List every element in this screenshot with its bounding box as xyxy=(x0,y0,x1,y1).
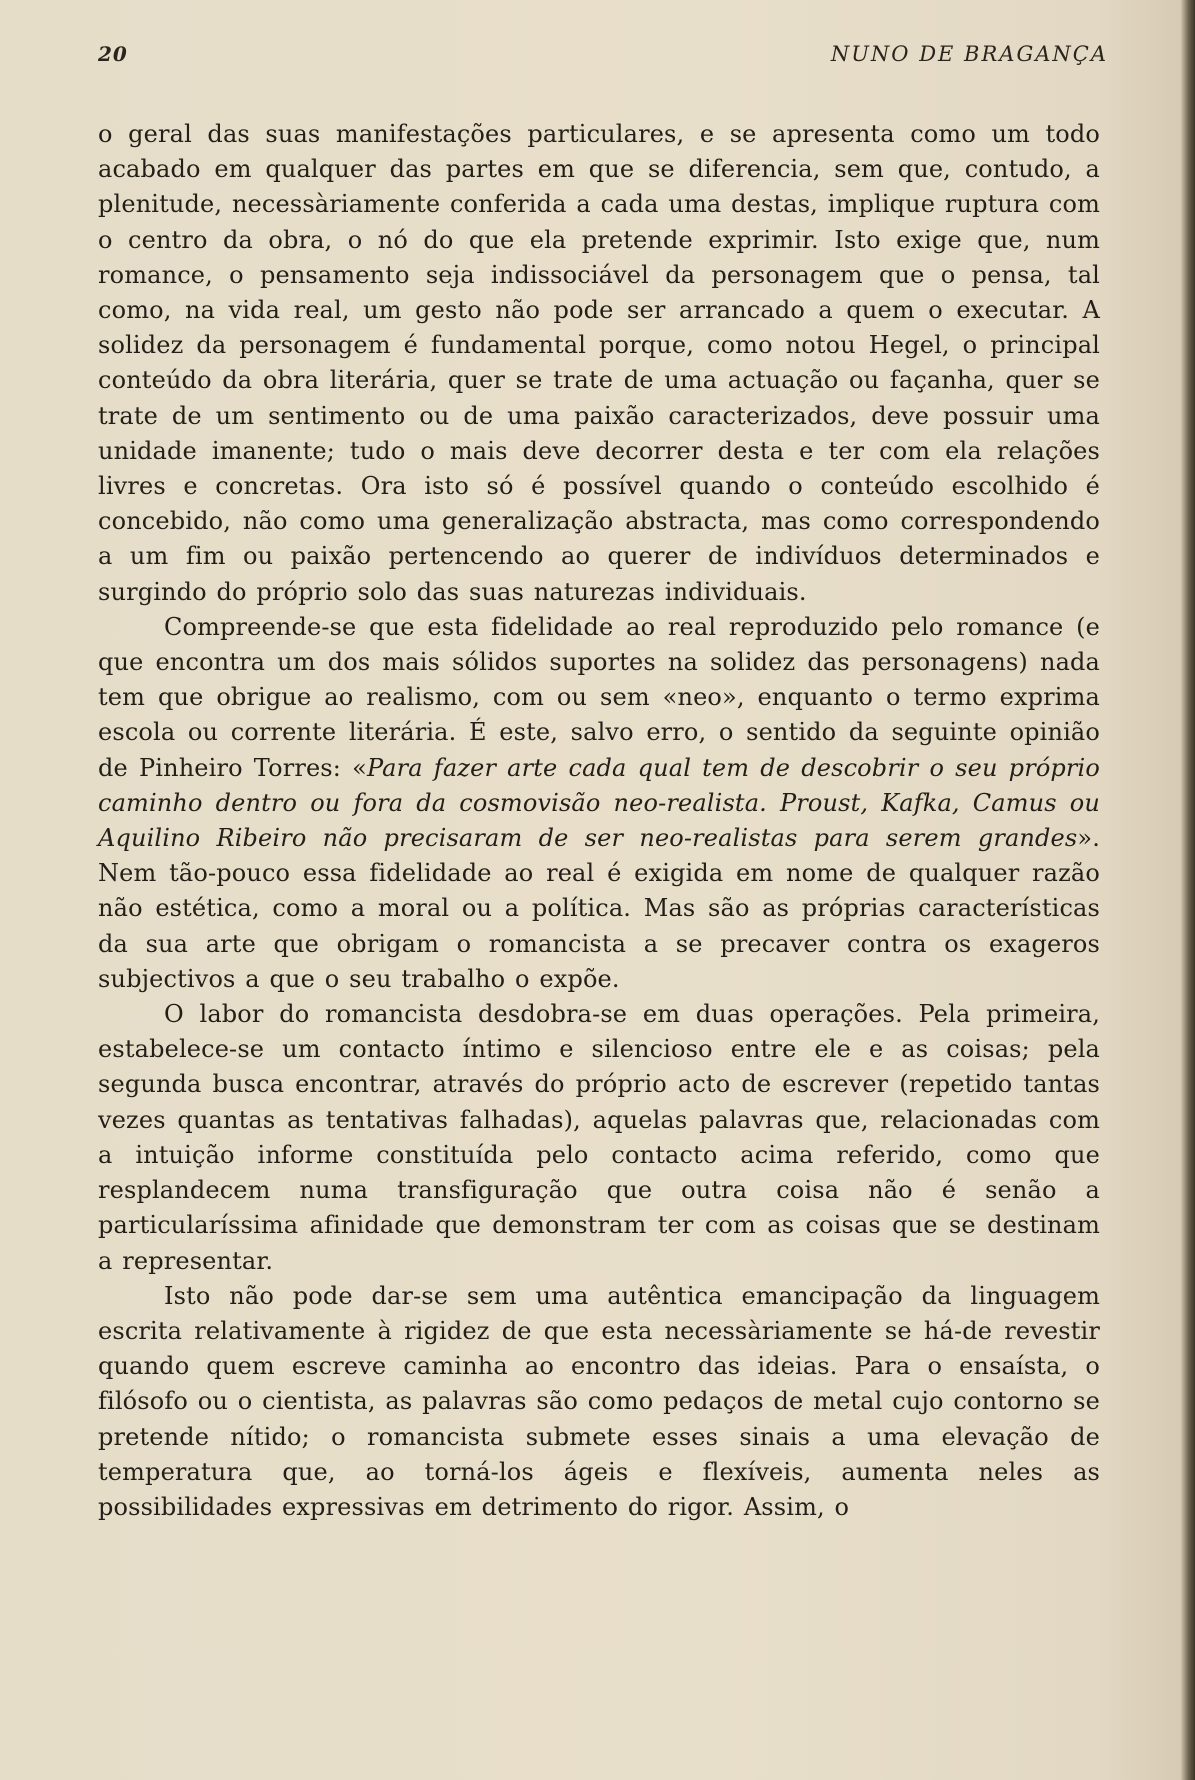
paragraph-text: Isto não pode dar-se sem uma autêntica emancipação da linguagem escrita relativamente à rigidez de que esta necessàriamente se há-de revestir quando quem escreve caminha ao encontro das ideias. Para o ensaísta, o filósofo ou o cientista, as palavras são como pedaços de metal cujo contorno se pretende nítido; o romancista submete esses sinais a uma elevação de temperatura que, ao torná-los ágeis e flexíveis, aumenta neles as possibilidades expressivas em detrimento do rigor. Assim, o xyxy=(98,1281,1100,1521)
body-text xyxy=(98,117,1100,1525)
page-number: 20 xyxy=(98,42,128,66)
paragraph-3 xyxy=(98,997,1100,1279)
paragraph-4 xyxy=(98,1279,1100,1525)
italic-quotation: Para fazer arte cada qual tem de descobrir o seu próprio caminho dentro ou fora da cosmovisão neo-realista. Proust, Kafka, Camus ou Aquilino Ribeiro não precisaram de ser neo-realistas para serem grandes xyxy=(98,753,1100,853)
paragraph-text: Compreende-se que esta fidelidade ao real reproduzido pelo romance (e que encontra um dos mais sólidos suportes na solidez das personagens) nada tem que obrigue ao realismo, com ou sem «neo», enquanto o termo exprima escola ou corrente literária. É este, salvo erro, o sentido da seguinte opinião de Pinheiro Torres: « xyxy=(98,612,1100,782)
running-head-author: NUNO DE BRAGANÇA xyxy=(830,42,1108,66)
paragraph-text: ». Nem tão-pouco essa fidelidade ao real é exigida em nome de qualquer razão não estética, como a moral ou a política. Mas são as próprias características da sua arte que obrigam o romancista a se precaver contra os exageros subjectivos a que o seu trabalho o expõe. xyxy=(98,824,1100,993)
paragraph-1 xyxy=(98,117,1100,610)
paragraph-text: O labor do romancista desdobra-se em duas operações. Pela primeira, estabelece-se um contacto íntimo e silencioso entre ele e as coisas; pela segunda busca encontrar, através do próprio acto de escrever (repetido tantas vezes quantas as tentativas falhadas), aquelas palavras que, relacionadas com a intuição informe constituída pelo contacto acima referido, como que resplandecem numa transfiguração que outra coisa não é senão a particularíssima afinidade que demonstram ter com as coisas que se destinam a representar. xyxy=(98,1000,1100,1275)
paragraph-2 xyxy=(98,610,1100,997)
running-head xyxy=(98,42,1108,82)
page-edge-shadow xyxy=(1181,0,1195,1780)
paragraph-text: o geral das suas manifestações particulares, e se apresenta como um todo acabado em qualquer das partes em que se diferencia, sem que, contudo, a plenitude, necessàriamente conferida a cada uma destas, implique ruptura com o centro da obra, o nó do que ela pretende exprimir. Isto exige que, num romance, o pensamento seja indissociável da personagem que o pensa, tal como, na vida real, um gesto não pode ser arrancado a quem o executar. A solidez da personagem é fundamental porque, como notou Hegel, o principal conteúdo da obra literária, quer se trate de uma actuação ou façanha, quer se trate de um sentimento ou de uma paixão caracterizados, deve possuir uma unidade imanente; tudo o mais deve decorrer desta e ter com ela relações livres e concretas. Ora isto só é possível quando o conteúdo escolhido é concebido, não como uma generalização abstracta, mas como correspondendo a um fim ou paixão pertencendo ao querer de indivíduos determinados e surgindo do próprio solo das suas naturezas individuais. xyxy=(98,120,1100,606)
